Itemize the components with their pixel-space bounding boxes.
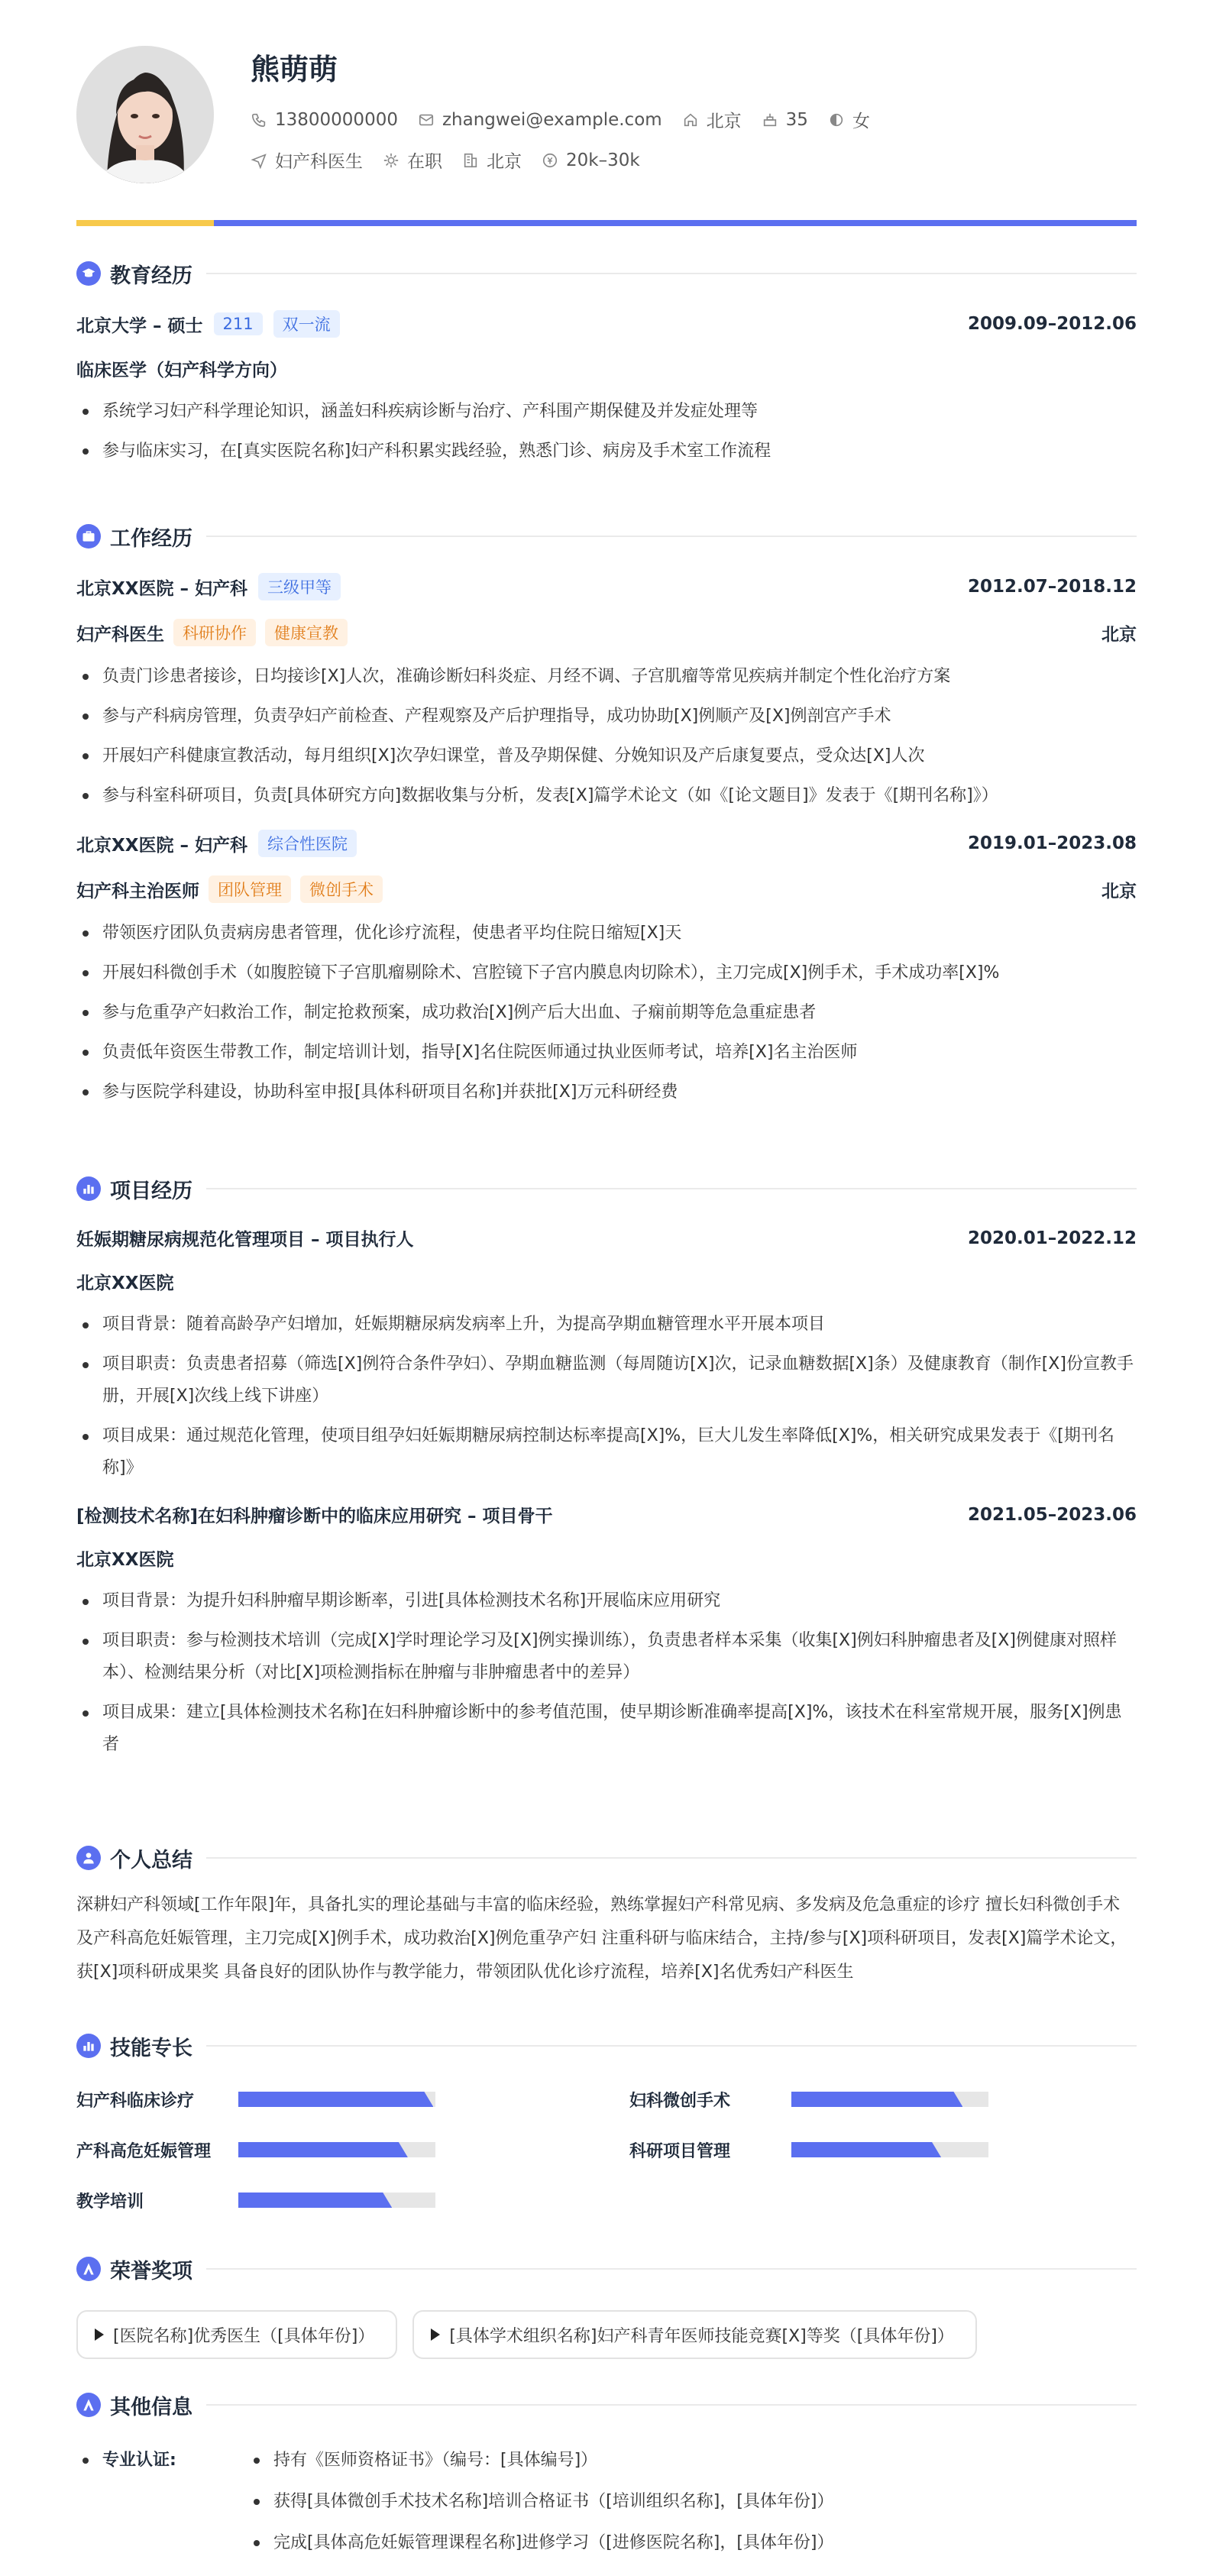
skill-label: 科研项目管理 [629,2141,731,2161]
other-section [76,2390,1137,2564]
gender-icon [828,112,845,128]
salary-item [542,150,640,170]
list-item: 系统学习妇产科学理论知识，涵盖妇科疾病诊断与治疗、产科围产期保健及并发症处理等 [76,392,1137,432]
list-item: 持有《医师资格证书》（编号：[具体编号]） [247,2440,834,2481]
job-title-text: 妇产科医生 [275,152,363,172]
city-item [682,107,742,132]
candidate-name: 熊萌萌 [251,53,338,86]
job-bullets [76,657,1137,816]
education-entry-head [76,310,1137,338]
skill-bar-fill [791,2142,941,2157]
city-text: 北京 [706,112,742,131]
skill-label: 妇产科临床诊疗 [76,2091,195,2111]
skill-bar-fill [238,2193,392,2208]
skill-item [76,2185,584,2215]
skill-bar [238,2193,435,2208]
skill-label: 妇科微创手术 [629,2091,731,2111]
job-entry-head [76,830,1137,857]
org-tag: 综合性医院 [258,830,357,857]
list-item: 负责低年资医生带教工作，制定培训计划，指导[X]名住院医师通过执业医师考试，培养[X]名主治医师 [76,1033,1137,1073]
role-tag: 微创手术 [300,875,383,903]
section-title-text: 项目经历 [110,1179,192,1203]
section-rule [206,2404,1137,2406]
school-name: 北京大学 – 硕士 [76,316,203,336]
list-item: 项目职责：负责患者招募（筛选[X]例符合条件孕妇）、孕期血糖监测（每周随访[X]次，记录血糖数据[X]条）及健康教育（制作[X]份宣教手册，开展[X]次线上线下讲座） [76,1345,1137,1416]
certification-label: 专业认证: [76,2440,247,2564]
section-title [76,521,1137,552]
skill-bar [791,2092,988,2107]
list-item: 开展妇科微创手术（如腹腔镜下子宫肌瘤剔除术、宫腔镜下子宫内膜息肉切除术），主刀完成[X]例手术，手术成功率[X]% [76,953,1137,993]
job-bullets [76,914,1137,1112]
salary-icon [542,152,558,169]
job-entry-head [76,573,1137,600]
honor-chip [412,2310,977,2359]
avatar [76,46,214,183]
job-row [251,147,640,173]
briefcase-icon [76,524,101,549]
job-role: 妇产科医生 [76,624,164,645]
section-title [76,2390,1137,2420]
section-title-text: 工作经历 [110,526,192,551]
honor-text: [医院名称]优秀医生（[具体年份]） [113,2326,375,2346]
skill-bar-fill [791,2092,962,2107]
list-item: 项目背景：为提升妇科肿瘤早期诊断率，引进[具体检测技术名称]开展临床应用研究 [76,1581,1137,1621]
send-icon [251,152,267,169]
job-period: 2012.07–2018.12 [967,577,1137,597]
gender-text: 女 [852,112,870,131]
skill-bar-fill [238,2092,433,2107]
honor-chip [76,2310,397,2359]
role-tag: 团队管理 [209,875,291,903]
major [76,356,1137,381]
work-city-item [462,147,522,173]
job-org: 北京XX医院 – 妇产科 [76,578,247,599]
list-item: 开展妇产科健康宣教活动，每月组织[X]次孕妇课堂，普及孕期保健、分娩知识及产后康复要点，受众达[X]人次 [76,736,1137,776]
list-item: 参与科室科研项目，负责[具体研究方向]数据收集与分析，发表[X]篇学术论文（如《[论文题目]》发表于《[期刊名称]》） [76,776,1137,816]
section-title [76,1843,1137,1873]
job-location: 北京 [1101,624,1137,645]
project-org-text: 北京XX医院 [76,1550,174,1570]
section-title [76,2254,1137,2284]
section-title-text: 其他信息 [110,2395,192,2419]
major-text: 临床医学（妇产科学方向） [76,361,287,380]
project-bullets [76,1305,1137,1488]
list-item: 带领医疗团队负责病房患者管理，优化诊疗流程，使患者平均住院日缩短[X]天 [76,914,1137,953]
job-role: 妇产科主治医师 [76,881,199,901]
list-item: 项目背景：随着高龄孕产妇增加，妊娠期糖尿病发病率上升，为提高孕期血糖管理水平开展本项目 [76,1305,1137,1345]
skill-label: 产科高危妊娠管理 [76,2141,212,2161]
section-title [76,1173,1137,1204]
profile-header [76,46,1137,183]
header-divider-accent [76,220,214,226]
section-title [76,258,1137,289]
age-item [762,110,808,130]
section-rule [206,273,1137,274]
project-org [76,1269,1137,1294]
project-entry-head [76,1502,1137,1527]
skill-label: 教学培训 [76,2192,144,2212]
play-icon [95,2328,104,2341]
home-icon [682,112,699,128]
list-item: 参与危重孕产妇救治工作，制定抢救预案，成功救治[X]例产后大出血、子痫前期等危急重症患者 [76,993,1137,1033]
email-item [418,110,662,130]
other-info [76,2440,1137,2564]
project-name: [检测技术名称]在妇科肿瘤诊断中的临床应用研究 – 项目骨干 [76,1506,553,1526]
phone-item [251,110,398,130]
job-location: 北京 [1101,881,1137,901]
list-item: 参与医院学科建设，协助科室申报[具体科研项目名称]并获批[X]万元科研经费 [76,1073,1137,1112]
job-title-item [251,147,363,173]
list-item: 项目职责：参与检测技术培训（完成[X]学时理论学习及[X]例实操训练），负责患者样本采集（收集[X]例妇科肿瘤患者及[X]例健康对照样本）、检测结果分析（对比[X]项检测指标在肿瘤与非肿瘤患者中的差异） [76,1621,1137,1693]
section-rule [206,2268,1137,2270]
list-item: 项目成果：建立[具体检测技术名称]在妇科肿瘤诊断中的参考值范围，使早期诊断准确率提高[X]%，该技术在科室常规开展，服务[X]例患者 [76,1693,1137,1765]
section-title [76,2031,1137,2061]
section-rule [206,536,1137,537]
age-text: 35 [785,109,808,130]
job-period: 2019.01–2023.08 [967,833,1137,853]
list-item: 完成[具体高危妊娠管理课程名称]进修学习（[进修医院名称]，[具体年份]） [247,2523,834,2564]
job-org: 北京XX医院 – 妇产科 [76,835,247,856]
section-rule [206,1857,1137,1859]
education-bullets [76,392,1137,471]
school-tag: 211 [214,312,263,335]
header-divider [76,220,1137,226]
project-period: 2021.05–2023.06 [967,1504,1137,1525]
section-title-text: 荣誉奖项 [110,2259,192,2283]
building-icon [462,152,479,169]
project-entry-head [76,1225,1137,1251]
work-section [76,521,1137,1112]
project-org-text: 北京XX医院 [76,1273,174,1293]
skill-item [76,2134,584,2165]
list-item: 参与临床实习，在[真实医院名称]妇产科积累实践经验，熟悉门诊、病房及手术室工作流程 [76,432,1137,471]
skills-grid [76,2084,1137,2215]
award-icon [76,2257,101,2281]
user-icon [76,1846,101,1870]
summary-section [76,1843,1137,1989]
mail-icon [418,112,435,128]
honors-section [76,2254,1137,2359]
list-item: 项目成果：通过规范化管理，使项目组孕妇妊娠期糖尿病控制达标率提高[X]%，巨大儿发生率降低[X]%，相关研究成果发表于《[期刊名称]》 [76,1416,1137,1488]
certification-list [247,2440,834,2564]
honor-text: [具体学术组织名称]妇产科青年医师技能竞赛[X]等奖（[具体年份]） [449,2326,954,2346]
org-tag: 三级甲等 [258,573,341,600]
phone-text: 13800000000 [275,109,398,130]
graduation-cap-icon [76,261,101,286]
project-period: 2020.01–2022.12 [967,1228,1137,1248]
bar-chart-icon [76,2034,101,2058]
summary-text: 深耕妇产科领域[工作年限]年，具备扎实的理论基础与丰富的临床经验，熟练掌握妇产科常见病、多发病及危急重症的诊疗 擅长妇科微创手术及产科高危妊娠管理，主刀完成[X]例手术，成功救治[X]例危重孕产妇 注重科研与临床结合，主持/参与[X]项科研项目，发表[X]篇学术论文，获[X]项科研成果奖 具备良好的团队协作与教学能力，带领团队优化诊疗流程，培养[X]名优秀妇产科医生 [76,1895,1127,1982]
skill-bar [238,2142,435,2157]
project-org [76,1545,1137,1571]
job-role-row [76,875,1137,903]
skill-bar-fill [238,2142,408,2157]
section-title-text: 教育经历 [110,264,192,288]
list-item: 负责门诊患者接诊，日均接诊[X]人次，准确诊断妇科炎症、月经不调、子宫肌瘤等常见疾病并制定个性化治疗方案 [76,657,1137,697]
skill-bar [791,2142,988,2157]
status-text: 在职 [407,152,442,172]
status-item [383,147,442,173]
bar-chart-icon [76,1176,101,1201]
phone-icon [251,112,267,128]
education-period: 2009.09–2012.06 [967,314,1137,334]
play-icon [431,2328,440,2341]
section-rule [206,1188,1137,1189]
contact-row [251,107,870,132]
skills-section [76,2031,1137,2215]
skill-item [76,2084,584,2115]
work-city-text: 北京 [487,152,522,172]
project-name: 妊娠期糖尿病规范化管理项目 – 项目执行人 [76,1230,414,1250]
gender-item [828,107,870,132]
job-role-row [76,619,1137,646]
project-section [76,1173,1137,1765]
honors-list [76,2310,1137,2359]
salary-text: 20k–30k [566,150,640,170]
info-icon [76,2393,101,2417]
list-item: 参与产科病房管理，负责孕妇产前检查、产程观察及产后护理指导，成功协助[X]例顺产及[X]例剖宫产手术 [76,697,1137,736]
skill-bar [238,2092,435,2107]
project-bullets [76,1581,1137,1765]
school-tag: 双一流 [273,310,340,338]
section-rule [206,2045,1137,2047]
list-item: 获得[具体微创手术技术名称]培训合格证书（[培训组织名称]，[具体年份]） [247,2481,834,2523]
role-tag: 健康宣教 [265,619,348,646]
section-title-text: 个人总结 [110,1848,192,1872]
status-icon [383,152,399,169]
skill-item [629,2084,1137,2115]
role-tag: 科研协作 [173,619,256,646]
email-text: zhangwei@example.com [442,109,662,130]
education-section [76,258,1137,471]
section-title-text: 技能专长 [110,2036,192,2060]
skill-item [629,2134,1137,2165]
age-icon [762,112,778,128]
